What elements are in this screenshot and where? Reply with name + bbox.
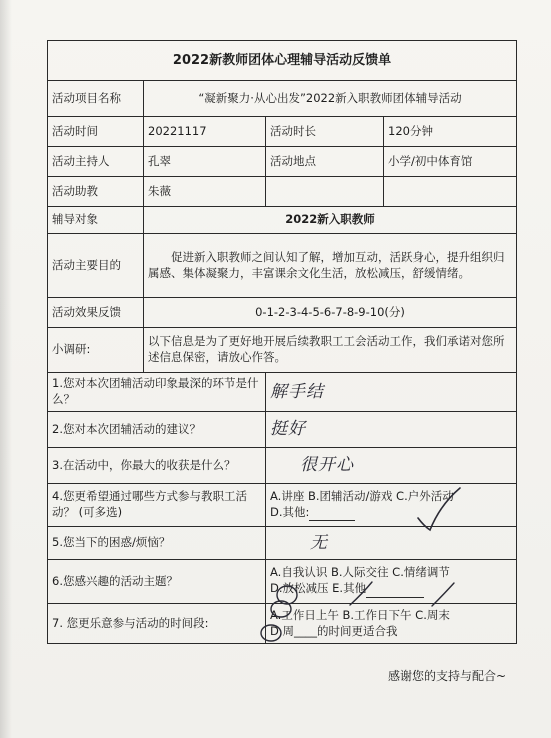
q2-handwritten-answer: 挺好 xyxy=(270,419,306,440)
empty-cell-1 xyxy=(266,177,384,207)
q6-options-line1: A.自我认识 B.人际交往 C.情绪调节 xyxy=(270,565,450,580)
assistant-row xyxy=(48,177,517,207)
q4-other-blank xyxy=(309,505,355,522)
q1-answer-cell xyxy=(266,373,517,412)
form-title: 2022新教师团体心理辅导活动反馈单 xyxy=(48,41,517,81)
q5-answer-cell xyxy=(266,527,517,560)
place-value: 小学/初中体育馆 xyxy=(384,147,517,177)
q4-question: 4.您更希望通过哪些方式参与教职工活动？ (可多选) xyxy=(48,484,266,527)
q2-row xyxy=(48,412,517,448)
duration-value: 120分钟 xyxy=(384,117,517,147)
q4-options xyxy=(266,484,517,527)
time-label: 活动时间 xyxy=(48,117,144,147)
time-row xyxy=(48,117,517,147)
q4-options-line2-wrap xyxy=(270,505,512,522)
q6-options-line2: D.放松减压 E.其他 xyxy=(270,581,367,595)
thanks-footer: 感谢您的支持与配合~ xyxy=(388,669,507,683)
q1-question: 1.您对本次团辅活动印象最深的环节是什么？ xyxy=(48,373,266,412)
survey-row xyxy=(48,328,517,373)
q6-options-line2-wrap xyxy=(270,581,512,598)
q7-options xyxy=(266,604,517,644)
q2-answer-cell xyxy=(266,412,517,448)
q3-row xyxy=(48,448,517,484)
assistant-label: 活动助教 xyxy=(48,177,144,207)
empty-cell-2 xyxy=(384,177,517,207)
project-value: “凝新聚力·从心出发”2022新入职教师团体辅导活动 xyxy=(144,81,517,117)
q2-question: 2.您对本次团辅活动的建议？ xyxy=(48,412,266,448)
project-label: 活动项目名称 xyxy=(48,81,144,117)
host-row xyxy=(48,147,517,177)
effect-label: 活动效果反馈 xyxy=(48,298,144,328)
q6-row xyxy=(48,560,517,604)
q4-options-line1: A.讲座 B.团辅活动/游戏 C.户外活动 xyxy=(270,488,454,503)
q5-handwritten-answer: 无 xyxy=(310,532,328,553)
q4-row xyxy=(48,484,517,527)
effect-row xyxy=(48,298,517,328)
q1-handwritten-answer: 解手结 xyxy=(270,381,324,402)
survey-label: 小调研: xyxy=(48,328,144,373)
q7-question: 7. 您更乐意参与活动的时间段: xyxy=(48,604,266,644)
page-edge-shadow xyxy=(0,0,12,738)
q7-row xyxy=(48,604,517,644)
purpose-label: 活动主要目的 xyxy=(48,234,144,298)
q4-options-line2: D.其他: xyxy=(270,504,310,519)
project-row xyxy=(48,81,517,117)
q6-other-blank xyxy=(366,581,424,598)
q3-question: 3.在活动中，你最大的收获是什么？ xyxy=(48,448,266,484)
q7-options-line1: A.工作日上午 B.工作日下午 C.周末 xyxy=(270,607,450,622)
assistant-value: 朱薇 xyxy=(144,177,266,207)
target-value: 2022新入职教师 xyxy=(144,207,517,234)
q1-row xyxy=(48,373,517,412)
feedback-form-table xyxy=(47,40,517,644)
host-label: 活动主持人 xyxy=(48,147,144,177)
title-row xyxy=(48,41,517,81)
survey-text: 以下信息是为了更好地开展后续教职工工会活动工作，我们承诺对您所述信息保密，请放心作答。 xyxy=(144,328,517,373)
q3-handwritten-answer: 很开心 xyxy=(300,455,354,476)
purpose-row xyxy=(48,234,517,298)
q3-answer-cell xyxy=(266,448,517,484)
purpose-value: 促进新入职教师之间认知了解，增加互动，活跃身心，提升组织归属感、集体凝聚力，丰富课余文化生活，放松减压，舒缓情绪。 xyxy=(144,234,517,298)
duration-label: 活动时长 xyxy=(266,117,384,147)
q5-row xyxy=(48,527,517,560)
q6-question: 6.您感兴趣的活动主题？ xyxy=(48,560,266,604)
q5-question: 5.您当下的困惑/烦恼？ xyxy=(48,527,266,560)
host-value: 孔翠 xyxy=(144,147,266,177)
time-value: 20221117 xyxy=(144,117,266,147)
q6-options xyxy=(266,560,517,604)
target-row xyxy=(48,207,517,234)
effect-scale: 0-1-2-3-4-5-6-7-8-9-10(分) xyxy=(144,298,517,328)
q7-options-line2: D.周____的时间更适合我 xyxy=(270,623,398,638)
target-label: 辅导对象 xyxy=(48,207,144,234)
place-label: 活动地点 xyxy=(266,147,384,177)
